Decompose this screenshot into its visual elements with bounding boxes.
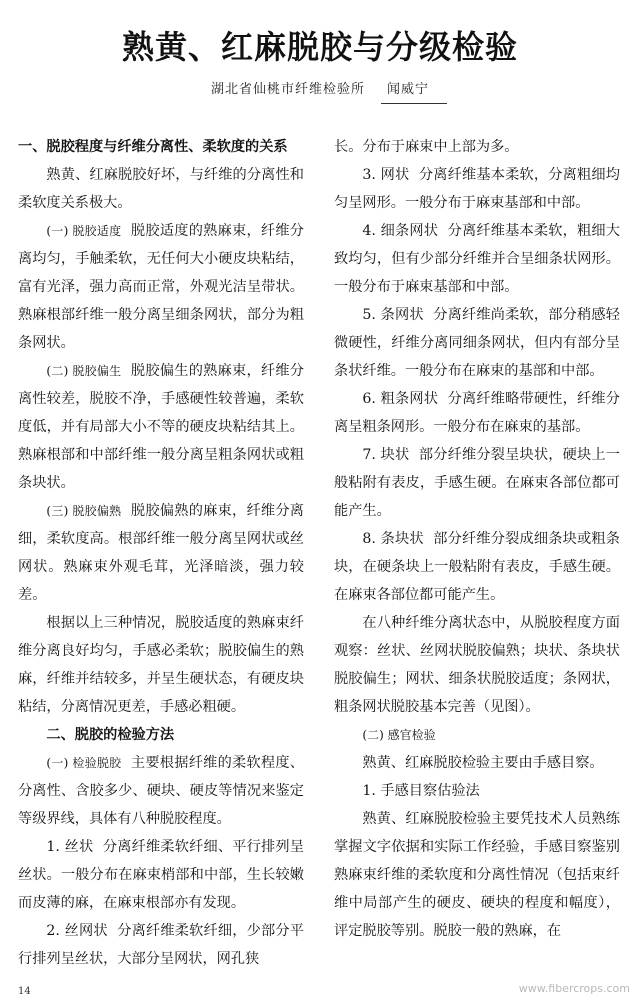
item-text: 分离纤维略带硬性，纤维分离呈粗条网形。一般分布在麻束的基部。 bbox=[334, 391, 620, 435]
item-text: 分离纤维柔软纤细，少部分平行排列呈丝状，大部分呈网状，网孔狭 bbox=[18, 923, 304, 967]
section-2-heading: 二、脱胶的检验方法 bbox=[46, 727, 175, 743]
list-item bbox=[18, 917, 304, 973]
paragraph bbox=[18, 357, 304, 497]
item-label: 4. 细条网状 bbox=[362, 223, 439, 239]
left-column bbox=[18, 133, 304, 973]
list-item-heading bbox=[334, 777, 620, 805]
item-label: 1. 手感目察估验法 bbox=[362, 783, 480, 799]
item-text: 分离纤维基本柔软，粗细大致均匀，但有少部分纤维并合呈细条状网形。一般分布于麻束基部和中部。 bbox=[334, 223, 620, 295]
list-item bbox=[334, 525, 620, 609]
item-label: 8. 条块状 bbox=[362, 531, 424, 547]
list-item bbox=[334, 301, 620, 385]
subsection-label: (一) 检验脱胶 bbox=[46, 756, 122, 770]
paragraph: 在八种纤维分离状态中，从脱胶程度方面观察：丝状、丝网状脱胶偏熟；块状、条块状脱胶偏生；网状、细条状脱胶适度；条网状，粗条网状脱胶基本完善（见图）。 bbox=[334, 615, 620, 715]
paragraph: 熟黄、红麻脱胶检验主要由手感目察。 bbox=[362, 755, 604, 771]
list-item bbox=[334, 217, 620, 301]
item-text: 分离纤维柔软纤细、平行排列呈丝状。一般分布在麻束梢部和中部，生长较嫩而皮薄的麻，在麻束根部亦有发现。 bbox=[18, 839, 304, 911]
page-number: 14 bbox=[18, 986, 31, 997]
paragraph-continuation: 长。分布于麻束中上部为多。 bbox=[334, 139, 519, 155]
affiliation: 湖北省仙桃市纤维检验所 bbox=[210, 82, 365, 97]
right-column bbox=[334, 133, 620, 945]
author-name: 闻威宁 bbox=[387, 78, 429, 97]
subsection-text: 脱胶偏熟的麻束，纤维分离细，柔软度高。根部纤维一般分离呈网状或丝网状。熟麻束外观毛茸，光泽暗淡，强力较差。 bbox=[18, 503, 304, 603]
item-text: 分离纤维尚柔软，部分稍感轻微硬性，纤维分离同细条网状，但内有部分呈条状纤维。一般分布在麻束的基部和中部。 bbox=[334, 307, 620, 379]
subsection-label: (一) 脱胶适度 bbox=[46, 224, 122, 238]
paragraph: 根据以上三种情况，脱胶适度的熟麻束纤维分离良好均匀，手感必柔软；脱胶偏生的熟麻，纤维并结较多，并呈生硬状态，有硬皮块粘结，分离情况更差，手感必粗硬。 bbox=[18, 615, 304, 715]
subsection-label: (三) 脱胶偏熟 bbox=[46, 504, 122, 518]
paragraph bbox=[18, 217, 304, 357]
item-label: 6. 粗条网状 bbox=[362, 391, 439, 407]
subsection-heading bbox=[334, 721, 620, 749]
byline bbox=[0, 78, 640, 97]
item-label: 3. 网状 bbox=[362, 167, 410, 183]
watermark: www.fibercrops.com bbox=[518, 982, 630, 995]
item-label: 7. 块状 bbox=[362, 447, 410, 463]
item-text: 分离纤维基本柔软，分离粗细均匀呈网形。一般分布于麻束基部和中部。 bbox=[334, 167, 620, 211]
item-text: 部分纤维分裂成细条块或粗条块，在硬条块上一般粘附有表皮，手感生硬。在麻束各部位都可能产生。 bbox=[334, 531, 620, 603]
subsection-text: 脱胶偏生的熟麻束，纤维分离性较差，脱胶不净，手感硬性较普遍，柔软度低，并有局部大小不等的硬皮块粘结其上。熟麻根部和中部纤维一般分离呈粗条网状或粗条块状。 bbox=[18, 363, 304, 491]
list-item bbox=[334, 385, 620, 441]
list-item bbox=[334, 441, 620, 525]
subsection-text: 主要根据纤维的柔软程度、分离性、含胶多少、硬块、硬皮等情况来鉴定等级界线，具体有八种脱胶程度。 bbox=[18, 755, 304, 827]
item-label: 2. 丝网状 bbox=[46, 923, 108, 939]
paragraph: 熟黄、红麻脱胶好坏，与纤维的分离性和柔软度关系极大。 bbox=[18, 167, 304, 211]
list-item bbox=[334, 161, 620, 217]
item-label: 1. 丝状 bbox=[46, 839, 94, 855]
paragraph: 熟黄、红麻脱胶检验主要凭技术人员熟练掌握文字依据和实际工作经验，手感目察鉴别熟麻束纤维的柔软度和分离性情况（包括束纤维中局部产生的硬皮、硬块的程度和幅度），评定脱胶等别。脱胶一般的熟麻，在 bbox=[334, 811, 620, 939]
item-text: 部分纤维分裂呈块状，硬块上一般粘附有表皮，手感生硬。在麻束各部位都可能产生。 bbox=[334, 447, 620, 519]
subsection-label: (二) 脱胶偏生 bbox=[46, 364, 122, 378]
subsection-text: 脱胶适度的熟麻束，纤维分离均匀，手触柔软，无任何大小硬皮块粘结，富有光泽，强力高而正常，外观光洁呈带状。熟麻根部纤维一般分离呈细条网状，部分为粗条网状。 bbox=[18, 223, 304, 351]
subsection-label: (二) 感官检验 bbox=[362, 728, 436, 742]
paragraph bbox=[18, 497, 304, 609]
article-title: 熟黄、红麻脱胶与分级检验 bbox=[121, 28, 518, 66]
item-label: 5. 条网状 bbox=[362, 307, 424, 323]
section-1-heading: 一、脱胶程度与纤维分离性、柔软度的关系 bbox=[18, 139, 288, 155]
list-item bbox=[18, 833, 304, 917]
paragraph bbox=[18, 749, 304, 833]
